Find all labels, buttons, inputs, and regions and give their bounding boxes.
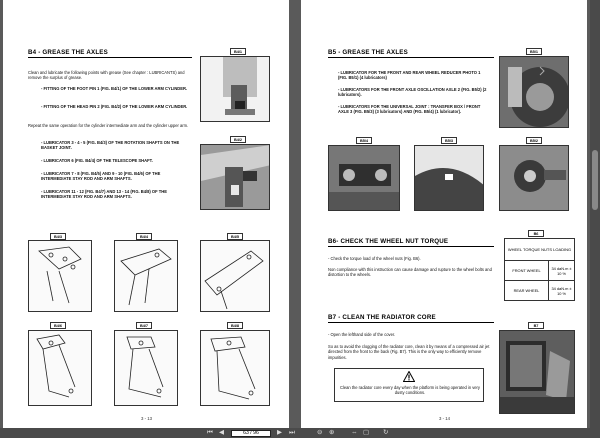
- table-cell-label: REAR WHEEL: [505, 281, 549, 301]
- list-item: - LUBRICATORS FOR THE UNIVERSAL JOINT : TRANSFER BOX / FRONT AXLE 3 (FIG. B5/3) (3 lubricators) AND (FIG. B5/4) (1 lubricator).: [338, 104, 481, 115]
- title-rule: [328, 322, 494, 323]
- b6-text-2: Non compliance with this instruction can cause damage and rupture to the wheel bolts and distortion to the wheels.: [328, 267, 492, 278]
- figure-tag: B4/8: [227, 322, 243, 329]
- list-item: - LUBRICATOR 6 (FIG. B4/4) OF THE TELESCOPE SHAFT.: [41, 158, 153, 163]
- viewer-toolbar: [0, 428, 600, 438]
- figure-tag: B5/4: [356, 137, 372, 144]
- list-item: - LUBRICATOR FOR THE FRONT AND REAR WHEEL REDUCER PHOTO 1 (FIG. B5/1) (4 lubricators): [338, 70, 481, 81]
- figure-b4-7-diagram: [114, 330, 178, 406]
- right-page: [301, 0, 587, 428]
- figure-b4-8-diagram: [200, 330, 270, 406]
- figure-b5-1-photo: [499, 56, 569, 128]
- page-number: 3 - 14: [439, 416, 450, 421]
- list-item: - LUBRICATORS FOR THE FRONT AXLE OSCILLATION AXLE 2 (FIG. B5/2) (2 lubricators).: [338, 87, 487, 98]
- scrollbar-thumb[interactable]: [592, 150, 598, 210]
- zoom-in-icon[interactable]: ⊕: [329, 429, 335, 436]
- repeat-text: Repeat the same operation for the cylinder intermediate arm and the cylinder upper arm.: [28, 123, 189, 128]
- title-rule: [28, 57, 192, 58]
- fit-width-icon[interactable]: ⇔: [351, 429, 358, 436]
- section-title-b6: B6- CHECK THE WHEEL NUT TORQUE: [328, 238, 449, 245]
- zoom-out-icon[interactable]: ⊖: [317, 429, 323, 436]
- figure-b4-3-diagram: [28, 240, 92, 312]
- figure-b5-4-photo: [328, 145, 400, 211]
- figure-tag: B4/6: [50, 322, 66, 329]
- previous-page-icon[interactable]: ◀: [219, 429, 224, 436]
- list-item: - FITTING OF THE FOOT PIN 1 (FIG. B4/1) OF THE LOWER ARM CYLINDER.: [41, 86, 188, 91]
- table-header: WHEEL TORQUE NUTS LOADING: [505, 239, 575, 261]
- figure-b7-photo: [499, 330, 575, 414]
- figure-b4-4-diagram: [114, 240, 178, 312]
- figure-b5-3-photo: [414, 145, 484, 211]
- b7-text-2: So as to avoid the clogging of the radiator core, clean it by means of a compressed air jet directed from the front to the back (Fig. B7). This is the only way to efficiently remove impurities.: [328, 344, 490, 360]
- figure-tag: B4/7: [136, 322, 152, 329]
- fit-page-icon[interactable]: ▢: [363, 429, 370, 436]
- table-tag: B6: [528, 230, 544, 237]
- figure-b4-6-diagram: [28, 330, 92, 406]
- next-page-icon[interactable]: ▶: [277, 429, 282, 436]
- warning-icon: [403, 371, 415, 382]
- figure-tag: B4/4: [136, 233, 152, 240]
- table-cell-value: 34 daN.m ± 10 %: [549, 281, 575, 301]
- vertical-scrollbar[interactable]: [590, 0, 600, 428]
- figure-tag: B4/5: [227, 233, 243, 240]
- list-item: - LUBRICATOR 7 - 8 (FIG. B4/5) AND 9 - 10 (FIG. B4/6) OF THE INTERMEDIATE STAY ROD AND ARM SHAFTS.: [41, 171, 161, 182]
- list-item: - LUBRICATOR 11 - 12 (FIG. B4/7) AND 13 - 14 (FIG. B4/8) OF THE INTERMEDIATE STAY ROD AND ARM SHAFTS.: [41, 189, 167, 200]
- figure-tag: B7: [528, 322, 544, 329]
- list-item: - LUBRICATOR 3 - 4 - 5 (FIG. B4/3) OF THE ROTATION SHAFTS ON THE BASKET JOINT.: [41, 140, 180, 151]
- list-item: - FITTING OF THE HEAD PIN 2 (FIG. B4/2) OF THE LOWER ARM CYLINDER.: [41, 104, 188, 109]
- figure-b4-2-photo: [200, 144, 270, 210]
- table-cell-value: 34 daN.m ± 10 %: [549, 261, 575, 281]
- figure-b4-1-photo: [200, 56, 270, 122]
- section-title-b4: B4 - GREASE THE AXLES: [28, 49, 108, 56]
- last-page-icon[interactable]: ⏭: [289, 429, 295, 436]
- torque-table: [504, 238, 575, 301]
- page-number: 3 - 13: [141, 416, 152, 421]
- b7-text-1: - Open the lefthand side of the cover.: [328, 332, 396, 337]
- figure-tag: B5/2: [526, 137, 542, 144]
- figure-tag: B4/1: [230, 48, 246, 55]
- rotate-icon[interactable]: ↻: [383, 429, 389, 436]
- page-number-input[interactable]: [231, 430, 271, 437]
- left-page: [3, 0, 289, 428]
- figure-tag: B5/1: [526, 48, 542, 55]
- figure-b5-2-photo: [499, 145, 569, 211]
- title-rule: [328, 57, 494, 58]
- warning-text: Clean the radiator core every day when the platform is being operated in very dusty conditions.: [340, 385, 480, 396]
- section-title-b7: B7 - CLEAN THE RADIATOR CORE: [328, 314, 436, 321]
- figure-tag: B4/2: [230, 136, 246, 143]
- b6-text-1: - Check the torque load of the wheel nuts (Fig. B6).: [328, 256, 421, 261]
- figure-b4-5-diagram: [200, 240, 270, 312]
- title-rule: [328, 246, 494, 247]
- figure-tag: B4/3: [50, 233, 66, 240]
- first-page-icon[interactable]: ⏮: [207, 429, 213, 436]
- warning-box: [334, 368, 484, 402]
- section-title-b5: B5 - GREASE THE AXLES: [328, 49, 408, 56]
- figure-tag: B5/3: [441, 137, 457, 144]
- intro-text: Clean and lubricate the following points with grease (See chapter : LUBRICANTS) and remove the surplus of grease.: [28, 70, 185, 81]
- table-cell-label: FRONT WHEEL: [505, 261, 549, 281]
